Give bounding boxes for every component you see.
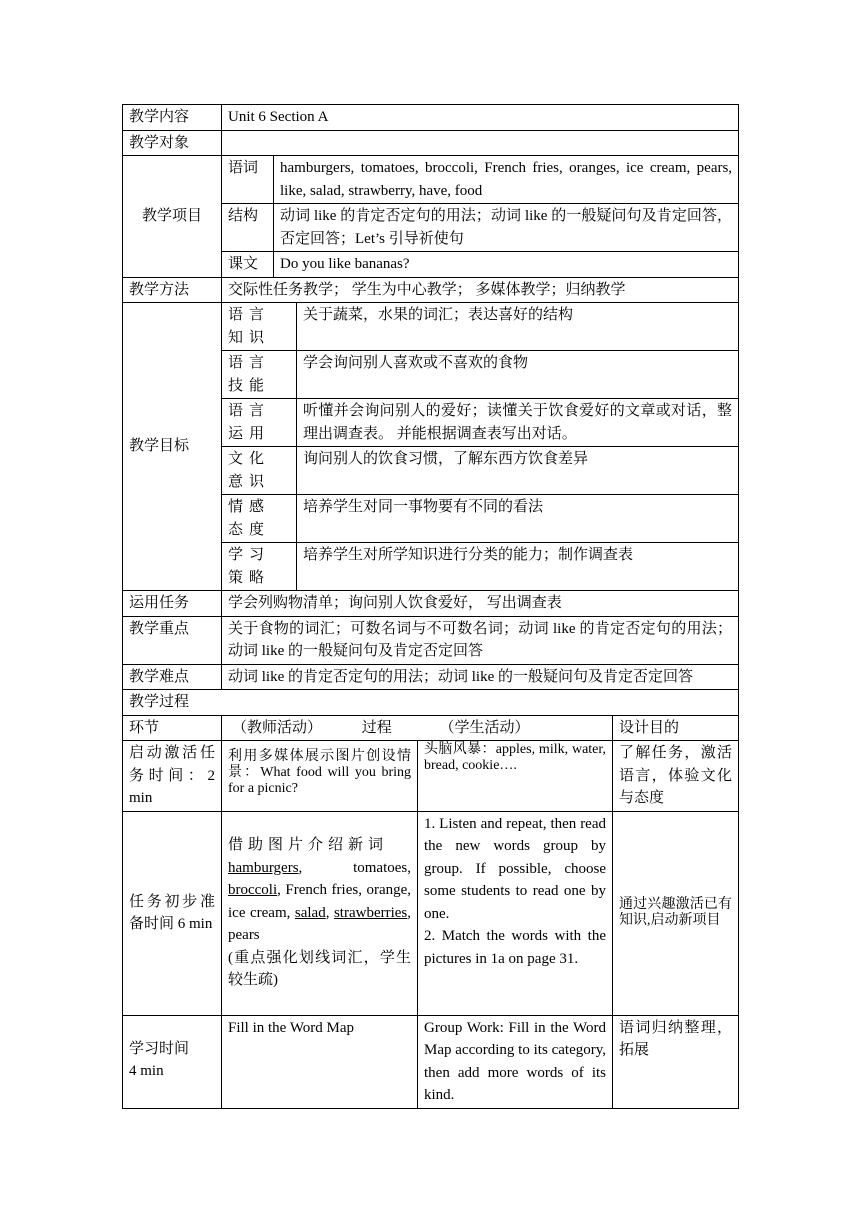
header-middle: 过程 [361, 719, 392, 736]
process-title: 教学过程 [123, 690, 739, 716]
step-student [418, 741, 613, 812]
step-stage-time: 4 min [129, 1063, 164, 1079]
target-label: 教学对象 [123, 130, 222, 156]
method-label: 教学方法 [123, 277, 222, 303]
goal-label: 文化意识 [222, 447, 297, 495]
header-student: （学生活动） [439, 719, 530, 736]
task-value: 学会列购物清单；询问别人饮食爱好， 写出调查表 [222, 591, 739, 617]
step-teacher [222, 741, 418, 812]
header-stage: 环节 [123, 715, 222, 741]
item-label: 课文 [222, 252, 274, 278]
row-method [123, 277, 739, 303]
goal-value: 培养学生对同一事物要有不同的看法 [297, 495, 739, 543]
vocab-word: pears [228, 927, 260, 944]
difficulty-value: 动词 like 的肯定否定句的用法；动词 like 的一般疑问句及肯定否定回答 [222, 664, 739, 690]
row-task [123, 591, 739, 617]
step-student: Group Work: Fill in the Word Map according to its category, then add more words of its kind. [418, 1015, 613, 1108]
teacher-note: (重点强化划线词汇，学生较生疏) [228, 949, 411, 989]
item-value: Do you like bananas? [274, 252, 739, 278]
process-header-row [123, 715, 739, 741]
step-purpose: 了解任务，激活语言，体验文化与态度 [613, 741, 739, 812]
vocab-word: hamburgers [228, 859, 299, 876]
difficulty-label: 教学难点 [123, 664, 222, 690]
method-value: 交际性任务教学； 学生为中心教学； 多媒体教学；归纳教学 [222, 277, 739, 303]
row-items-1 [123, 156, 739, 204]
item-label: 语词 [222, 156, 274, 204]
item-value: hamburgers, tomatoes, broccoli, French fries, oranges, ice cream, pears, like, salad, strawberry, have, food [274, 156, 739, 204]
vocab-word: ice cream [228, 904, 287, 921]
vocab-word: broccoli [228, 882, 278, 899]
vocab-word: strawberries [333, 904, 408, 921]
goal-value: 关于蔬菜，水果的词汇；表达喜好的结构 [297, 303, 739, 351]
step-stage-line: 学习时间 [129, 1040, 190, 1057]
process-step-1 [123, 741, 739, 812]
goal-value: 学会询问别人喜欢或不喜欢的食物 [297, 351, 739, 399]
header-purpose: 设计目的 [613, 715, 739, 741]
key-value: 关于食物的词汇；可数名词与不可数名词；动词 like 的肯定否定句的用法；动词 like 的一般疑问句及肯定否定回答 [222, 616, 739, 664]
goals-label: 教学目标 [123, 303, 222, 591]
goal-value: 询问别人的饮食习惯，了解东西方饮食差异 [297, 447, 739, 495]
row-target [123, 130, 739, 156]
step-purpose-text: 通过兴趣激活已有知识,启动新项目 [619, 897, 733, 928]
row-content [123, 105, 739, 131]
row-process-title [123, 690, 739, 716]
step-purpose: 语词归纳整理， 拓展 [613, 1015, 739, 1108]
process-step-2 [123, 811, 739, 1015]
goal-label: 情感态度 [222, 495, 297, 543]
goal-value: 听懂并会询问别人的爱好；读懂关于饮食爱好的文章或对话，整理出调查表。 并能根据调查表写出对话。 [297, 399, 739, 447]
content-value: Unit 6 Section A [222, 105, 739, 131]
lesson-plan-table [122, 104, 739, 1109]
goal-value: 培养学生对所学知识进行分类的能力；制作调查表 [297, 543, 739, 591]
step-student [418, 811, 613, 1015]
step-teacher-text: 利用多媒体展示图片创设情景：What food will you bring for a picnic? [228, 749, 411, 796]
content-label: 教学内容 [123, 105, 222, 131]
step-student-text: 头脑风暴：apples, milk, water, bread, cookie…. [424, 742, 606, 773]
items-label: 教学项目 [123, 156, 222, 278]
goal-label: 语言知识 [222, 303, 297, 351]
goal-label: 学习策略 [222, 543, 297, 591]
vocab-word: tomatoes [353, 859, 408, 876]
lesson-plan [122, 104, 738, 1109]
student-activity-2: 2. Match the words with the pictures in 1a on page 31. [424, 928, 606, 967]
row-difficulty [123, 664, 739, 690]
header-process [222, 715, 613, 741]
row-goal-1 [123, 303, 739, 351]
item-label: 结构 [222, 204, 274, 252]
step-stage: 任务初步准备时间 6 min [123, 811, 222, 1015]
teacher-intro: 借助图片介绍新词 [228, 837, 389, 854]
row-key [123, 616, 739, 664]
goal-label: 语言运用 [222, 399, 297, 447]
step-teacher: 借助图片介绍新词 hamburgers, tomatoes, broccoli, French fries, orange, ice cream, salad, strawberries, pears (重点强化划线词汇，学生较生疏) [222, 811, 418, 1015]
step-stage: 启动激活任务时间：2 min [123, 741, 222, 812]
item-value: 动词 like 的肯定否定句的用法；动词 like 的一般疑问句及肯定回答，否定回答；Let’s 引导祈使句 [274, 204, 739, 252]
student-activity-1: 1. Listen and repeat, then read the new words group by group. If possible, choose some students to read one by one. [424, 815, 606, 922]
vocab-word: salad [294, 904, 326, 921]
target-value [222, 130, 739, 156]
step-stage [123, 1015, 222, 1108]
header-teacher: （教师活动） [232, 719, 323, 736]
vocab-word: French fries [285, 882, 359, 899]
key-label: 教学重点 [123, 616, 222, 664]
task-label: 运用任务 [123, 591, 222, 617]
step-teacher: Fill in the Word Map [222, 1015, 418, 1108]
step-purpose [613, 811, 739, 1015]
vocab-word: orange [366, 882, 408, 899]
process-step-3 [123, 1015, 739, 1108]
goal-label: 语言技能 [222, 351, 297, 399]
